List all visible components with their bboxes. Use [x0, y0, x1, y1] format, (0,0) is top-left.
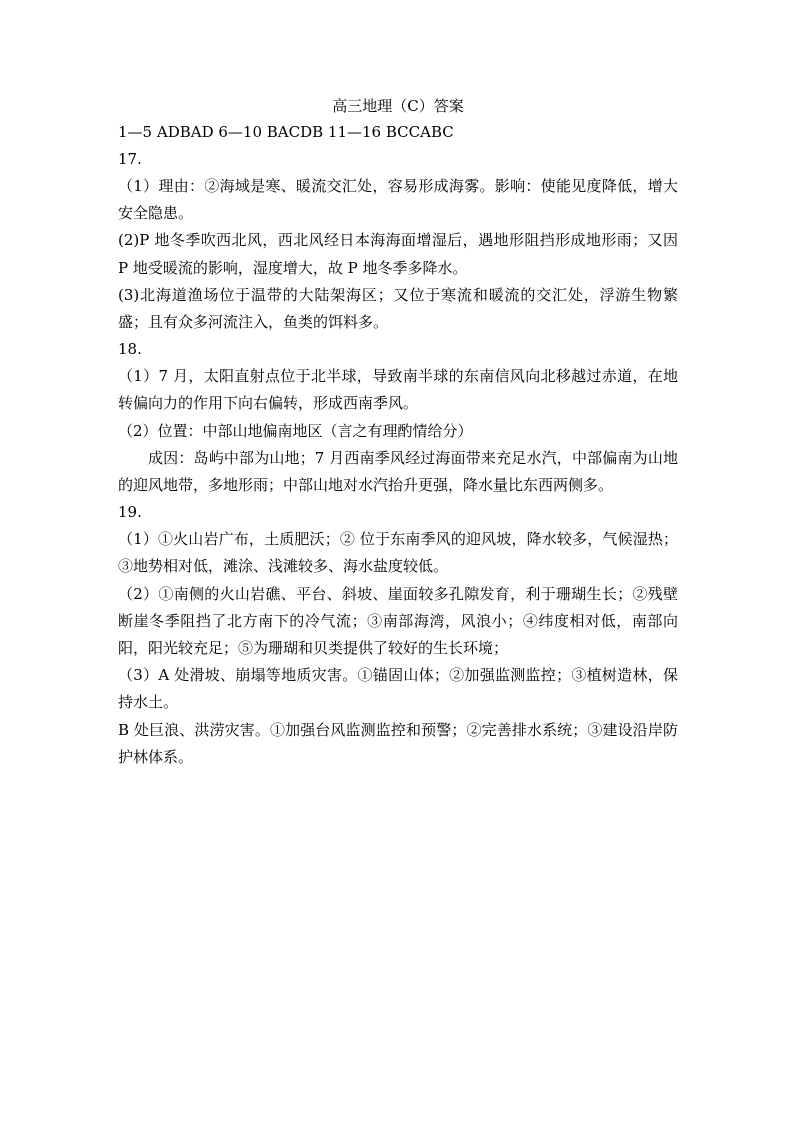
question-18-part-2-cause: 成因：岛屿中部为山地；7 月西南季风经过海面带来充足水汽，中部偏南为山地的迎风地带，多地形雨；中部山地对水汽抬升更强，降水量比东西两侧多。 [118, 448, 678, 495]
question-19-part-3: （3）A 处滑坡、崩塌等地质灾害。①锚固山体；②加强监测监控；③植树造林，保持水土。 [118, 666, 678, 712]
question-19-part-1: （1）①火山岩广布，土质肥沃；② 位于东南季风的迎风坡，降水较多，气候湿热；③地势相对低，滩涂、浅滩较多、海水盐度较低。 [118, 530, 678, 576]
question-18-part-1: （1）7 月，太阳直射点位于北半球，导致南半球的东南信风向北移越过赤道，在地转偏向力的作用下向右偏转，形成西南季风。 [118, 367, 678, 413]
question-18-number: 18. [118, 340, 142, 359]
question-18-part-2: （2）位置：中部山地偏南地区（言之有理酌情给分） [118, 421, 473, 440]
question-17-number: 17. [118, 150, 142, 168]
question-17-part-2: (2)P 地冬季吹西北风，西北风经日本海海面增湿后，遇地形阻挡形成地形雨；又因 P 地受暖流的影响，湿度增大，故 P 地冬季多降水。 [118, 231, 678, 277]
question-19-number: 19. [118, 503, 142, 522]
question-17-part-3: (3)北海道渔场位于温带的大陆架海区；又位于寒流和暖流的交汇处，浮游生物繁盛；且有众多河流注入，鱼类的饵料多。 [118, 285, 678, 332]
question-19-part-3-b: B 处巨浪、洪涝灾害。①加强台风监测监控和预警；②完善排水系统；③建设沿岸防护林体系。 [118, 720, 678, 766]
document-title: 高三地理（C）答案 [332, 97, 464, 115]
question-19-part-2: （2）①南侧的火山岩礁、平台、斜坡、崖面较多孔隙发育，利于珊瑚生长；②残壁断崖冬季阻挡了北方南下的冷气流；③南部海湾，风浪小；④纬度相对低，南部向阳，阳光较充足；⑤为珊瑚和贝类提供了较好的生长环境； [118, 584, 678, 658]
multiple-choice-answers: 1—5 ADBAD 6—10 BACDB 11—16 BCCABC [118, 123, 454, 141]
answer-content [118, 93, 678, 771]
question-17-part-1: （1）理由：②海域是寒、暖流交汇处，容易形成海雾。影响：使能见度降低，增大安全隐患。 [118, 177, 678, 223]
